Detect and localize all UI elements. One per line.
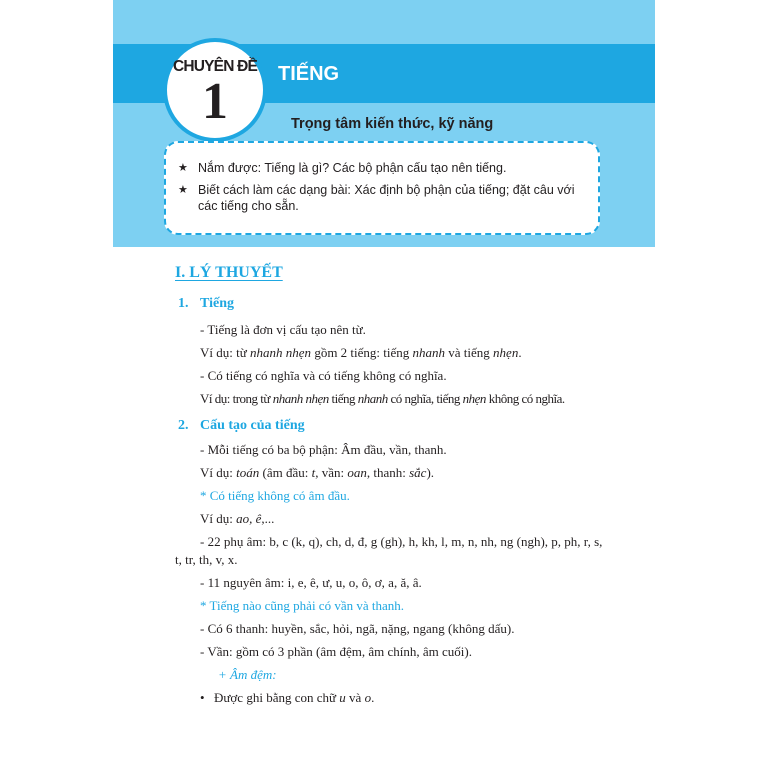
goal-text: Nắm được: Tiếng là gì? Các bộ phận cấu tạo nên tiếng.: [198, 161, 507, 175]
subsection-number: 2.: [178, 418, 189, 433]
section-title: I. LÝ THUYẾT: [175, 264, 283, 281]
example-line: Ví dụ: toán (âm đầu: t, vần: oan, thanh: sắc).: [200, 465, 435, 480]
bullet-icon: •: [200, 690, 205, 705]
goals-box: [164, 141, 600, 235]
subsection-heading-1: [178, 296, 234, 312]
subsection-number: 1.: [178, 296, 189, 311]
subsection-heading-2: [178, 418, 305, 434]
text-line: - Có tiếng có nghĩa và có tiếng không có nghĩa.: [200, 368, 447, 383]
text-line: - 11 nguyên âm: i, e, ê, ư, u, o, ô, ơ, a, ă, â.: [200, 575, 422, 590]
note-line: * Tiếng nào cũng phải có vần và thanh.: [200, 598, 404, 613]
badge-label: CHUYÊN ĐỀ: [172, 58, 258, 75]
note-line: * Có tiếng không có âm đầu.: [200, 488, 350, 503]
goal-item: [178, 182, 578, 214]
text-line: - Vần: gồm có 3 phần (âm đệm, âm chính, âm cuối).: [200, 644, 472, 659]
subsection-title: Tiếng: [200, 296, 234, 311]
subsection-title: Cấu tạo của tiếng: [200, 418, 305, 433]
example-line: Ví dụ: ao, ê,...: [200, 511, 275, 526]
text-line: - Mỗi tiếng có ba bộ phận: Âm đầu, vần, thanh.: [200, 442, 447, 457]
chapter-title: TIẾNG: [278, 63, 340, 85]
example-line: Ví dụ: từ nhanh nhẹn gồm 2 tiếng: tiếng nhanh và tiếng nhẹn.: [200, 345, 522, 360]
bullet-line: • Được ghi bằng con chữ u và o.: [200, 690, 375, 705]
text-line: - Có 6 thanh: huyền, sắc, hỏi, ngã, nặng, ngang (không dấu).: [200, 621, 515, 636]
badge-number: 1: [202, 73, 228, 130]
consonant-list: - 22 phụ âm: b, c (k, q), ch, d, đ, g (gh), h, kh, l, m, n, nh, ng (ngh), p, ph, r, s, t, tr, th, v, x.: [175, 534, 603, 567]
sub-point-heading: + Âm đệm:: [218, 667, 277, 682]
example-line: Ví dụ: trong từ nhanh nhẹn tiếng nhanh có nghĩa, tiếng nhẹn không có nghĩa.: [200, 391, 565, 406]
goal-item: [178, 160, 578, 176]
star-icon: ★: [178, 184, 188, 196]
chapter-badge: [163, 38, 267, 142]
text-line: - Tiếng là đơn vị cấu tạo nên từ.: [200, 322, 366, 337]
star-icon: ★: [178, 162, 188, 174]
focus-heading: Trọng tâm kiến thức, kỹ năng: [291, 116, 494, 132]
goal-text: Biết cách làm các dạng bài: Xác định bộ phận của tiếng; đặt câu với các tiếng cho sẵn.: [198, 183, 575, 213]
